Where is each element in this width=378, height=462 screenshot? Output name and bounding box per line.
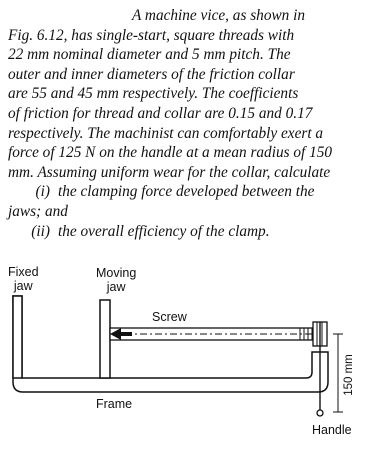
problem-line-5: are 55 and 45 mm respectively. The coefficients [8,85,299,103]
problem-line-8: force of 125 N on the handle at a mean radius of 150 [8,144,333,162]
problem-line-4: outer and inner diameters of the friction collar [8,65,295,83]
problem-line-9: mm. Assuming uniform wear for the collar, calculate [8,163,331,181]
moving-jaw-label: Moving jaw [96,266,137,294]
dimension-label: 150 mm [343,354,355,396]
item-text: the clamping force developed between the [58,183,315,201]
item-number: (ii) [31,222,50,240]
problem-line-6: of friction for thread and collar are 0.15 and 0.17 [8,104,313,122]
item-text: the overall efficiency of the clamp. [58,222,270,240]
question-item-ii [8,222,370,242]
machine-vice-figure [0,258,378,462]
problem-line-7: respectively. The machinist can comfortably exert a [8,124,324,142]
item-continuation: jaws; and [8,202,68,220]
fixed-jaw [13,296,22,378]
question-item-i [8,182,370,202]
screw-label: Screw [152,310,187,324]
fixed-jaw-label: Fixed jaw [8,265,39,293]
problem-statement [8,6,370,241]
problem-line-3: 22 mm nominal diameter and 5 mm pitch. The [8,46,291,64]
frame-label: Frame [96,397,133,411]
item-number: (i) [35,183,50,201]
handle-label: Handle [312,423,352,437]
problem-line-2: Fig. 6.12, has single-start, square threads with [8,26,295,44]
problem-line-1: A machine vice, as shown in [132,7,306,24]
handle-knob [317,410,323,416]
moving-jaw [100,300,110,378]
